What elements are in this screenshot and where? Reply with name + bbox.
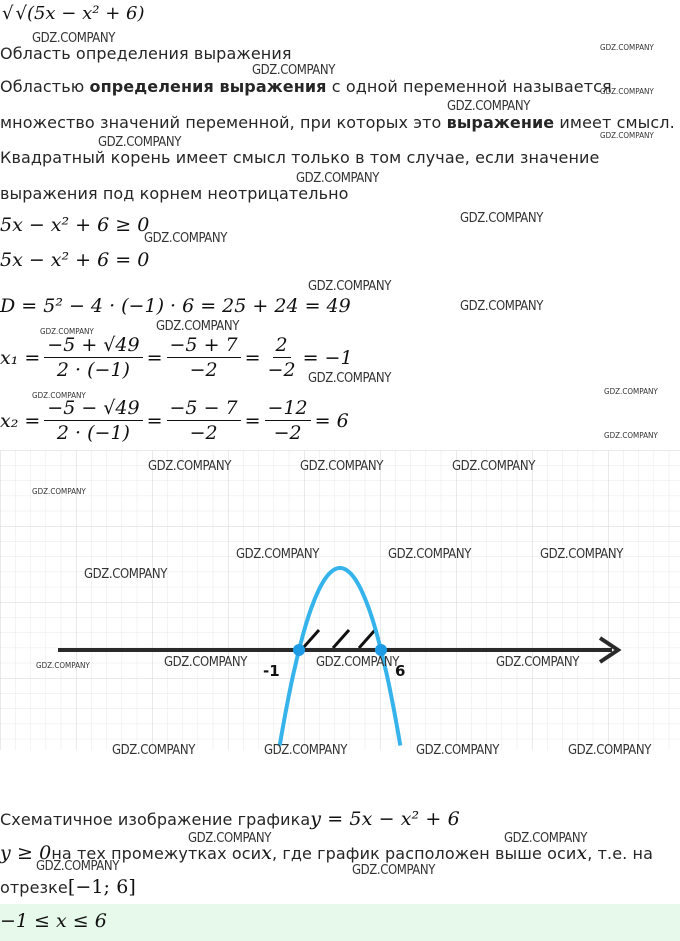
x2-f3-num: −12 <box>265 397 311 421</box>
x1-fraction-3 <box>265 334 299 381</box>
x1-f3-num: 2 <box>273 334 291 358</box>
watermark: GDZ.COMPANY <box>600 131 654 140</box>
p2-bold: выражение <box>446 113 555 132</box>
watermark: GDZ.COMPANY <box>84 567 167 582</box>
watermark: GDZ.COMPANY <box>296 171 379 186</box>
watermark: GDZ.COMPANY <box>32 487 86 496</box>
watermark: GDZ.COMPANY <box>504 831 587 846</box>
watermark: GDZ.COMPANY <box>112 743 195 758</box>
watermark: GDZ.COMPANY <box>604 387 658 396</box>
watermark: GDZ.COMPANY <box>164 655 247 670</box>
watermark: GDZ.COMPANY <box>148 459 231 474</box>
watermark: GDZ.COMPANY <box>36 859 119 874</box>
watermark: GDZ.COMPANY <box>452 459 535 474</box>
caption-formula: y = 5x − x² + 6 <box>310 808 460 830</box>
conclusion-line-2 <box>0 876 136 898</box>
x1-label: x₁ = <box>0 346 41 369</box>
x2-fraction-3 <box>265 397 311 444</box>
watermark: GDZ.COMPANY <box>460 211 543 226</box>
root-point-left <box>293 644 305 656</box>
watermark: GDZ.COMPANY <box>496 655 579 670</box>
grid-background <box>0 450 680 750</box>
graph-caption <box>0 808 460 830</box>
paragraph-line-1 <box>0 77 612 96</box>
watermark: GDZ.COMPANY <box>252 63 335 78</box>
watermark: GDZ.COMPANY <box>32 31 115 46</box>
x1-f1-den: 2 · (−1) <box>56 359 130 381</box>
x2-fraction-2 <box>167 397 241 444</box>
line1-end: , т.е. на <box>587 844 653 863</box>
x2-f2-den: −2 <box>189 422 218 444</box>
x1-result: = −1 <box>302 346 353 369</box>
watermark: GDZ.COMPANY <box>600 87 654 96</box>
watermark: GDZ.COMPANY <box>447 99 530 114</box>
watermark: GDZ.COMPANY <box>36 661 90 670</box>
equation: 5x − x² + 6 = 0 <box>0 249 150 271</box>
line2-interval: [−1; 6] <box>67 876 136 898</box>
root-label-left: -1 <box>263 662 280 680</box>
p1-bold: определения выражения <box>89 77 327 96</box>
x2-f2-num: −5 − 7 <box>167 397 241 421</box>
paragraph-line-2 <box>0 113 675 132</box>
watermark: GDZ.COMPANY <box>568 743 651 758</box>
watermark: GDZ.COMPANY <box>416 743 499 758</box>
x1-f3-den: −2 <box>267 359 296 381</box>
watermark: GDZ.COMPANY <box>264 743 347 758</box>
line1-formula: y ≥ 0 <box>0 842 52 864</box>
x1-fraction-2 <box>167 334 241 381</box>
task-expression-radicand: √(5x − x² + 6) <box>15 3 145 24</box>
x2-f1-num: −5 − √49 <box>44 397 142 421</box>
x2-f3-den: −2 <box>273 422 302 444</box>
watermark: GDZ.COMPANY <box>604 431 658 440</box>
answer: −1 ≤ x ≤ 6 <box>0 910 107 932</box>
section-heading: Область определения выражения <box>0 44 292 63</box>
x2-label: x₂ = <box>0 409 41 432</box>
watermark: GDZ.COMPANY <box>236 547 319 562</box>
watermark: GDZ.COMPANY <box>40 327 94 336</box>
p2-tail: имеет смысл. <box>554 113 675 132</box>
line1-mid2: , где график расположен выше оси <box>271 844 577 863</box>
x2-f1-den: 2 · (−1) <box>56 422 130 444</box>
watermark: GDZ.COMPANY <box>188 831 271 846</box>
line1-var2: x <box>576 842 588 864</box>
x1-fraction-1 <box>44 334 142 381</box>
watermark: GDZ.COMPANY <box>540 547 623 562</box>
p1-tail: с одной переменной называется <box>326 77 612 96</box>
task-expression <box>2 3 144 24</box>
line1-mid: на тех промежутках оси <box>51 844 262 863</box>
watermark: GDZ.COMPANY <box>316 655 399 670</box>
sqrt-sign: √ <box>2 3 14 24</box>
root-x2-line: x₂ = $\frac{-5 - √49}{2 \cdot (-1)}$ = $\frac{-5 - 7}{-2}$ = $\frac{-12}{-2}$ = 6 <box>0 397 349 444</box>
paragraph-line-4: выражения под корнем неотрицательно <box>0 184 349 203</box>
inequality: 5x − x² + 6 ≥ 0 <box>0 214 150 236</box>
watermark: GDZ.COMPANY <box>144 231 227 246</box>
watermark: GDZ.COMPANY <box>460 299 543 314</box>
root-label-right: 6 <box>395 662 406 680</box>
x2-fraction-1 <box>44 397 142 444</box>
watermark: GDZ.COMPANY <box>156 319 239 334</box>
answer-bar <box>0 904 680 941</box>
x1-f1-num: −5 + √49 <box>44 334 142 358</box>
p2-text: множество значений переменной, при которых это <box>0 113 447 132</box>
watermark: GDZ.COMPANY <box>308 279 391 294</box>
watermark: GDZ.COMPANY <box>600 43 654 52</box>
watermark: GDZ.COMPANY <box>388 547 471 562</box>
watermark: GDZ.COMPANY <box>300 459 383 474</box>
x2-result: = 6 <box>314 409 349 432</box>
watermark: GDZ.COMPANY <box>352 863 435 878</box>
watermark: GDZ.COMPANY <box>98 135 181 150</box>
watermark: GDZ.COMPANY <box>32 391 86 400</box>
x1-f2-den: −2 <box>189 359 218 381</box>
paragraph-line-3: Квадратный корень имеет смысл только в том случае, если значение <box>0 148 600 167</box>
caption-text: Схематичное изображение графика <box>0 810 311 829</box>
p1-text: Областью <box>0 77 90 96</box>
line1-var1: x <box>261 842 272 864</box>
line2-text: отрезке <box>0 878 68 897</box>
x1-f2-num: −5 + 7 <box>167 334 241 358</box>
root-x1-line: x₁ = $\frac{-5 + √49}{2 \cdot (-1)}$ = $\frac{-5 + 7}{-2}$ = $\frac{2}{-2}$ = −1 <box>0 334 353 381</box>
watermark: GDZ.COMPANY <box>308 371 391 386</box>
discriminant: D = 5² − 4 · (−1) · 6 = 25 + 24 = 49 <box>0 295 351 317</box>
parabola-graph <box>0 450 680 792</box>
